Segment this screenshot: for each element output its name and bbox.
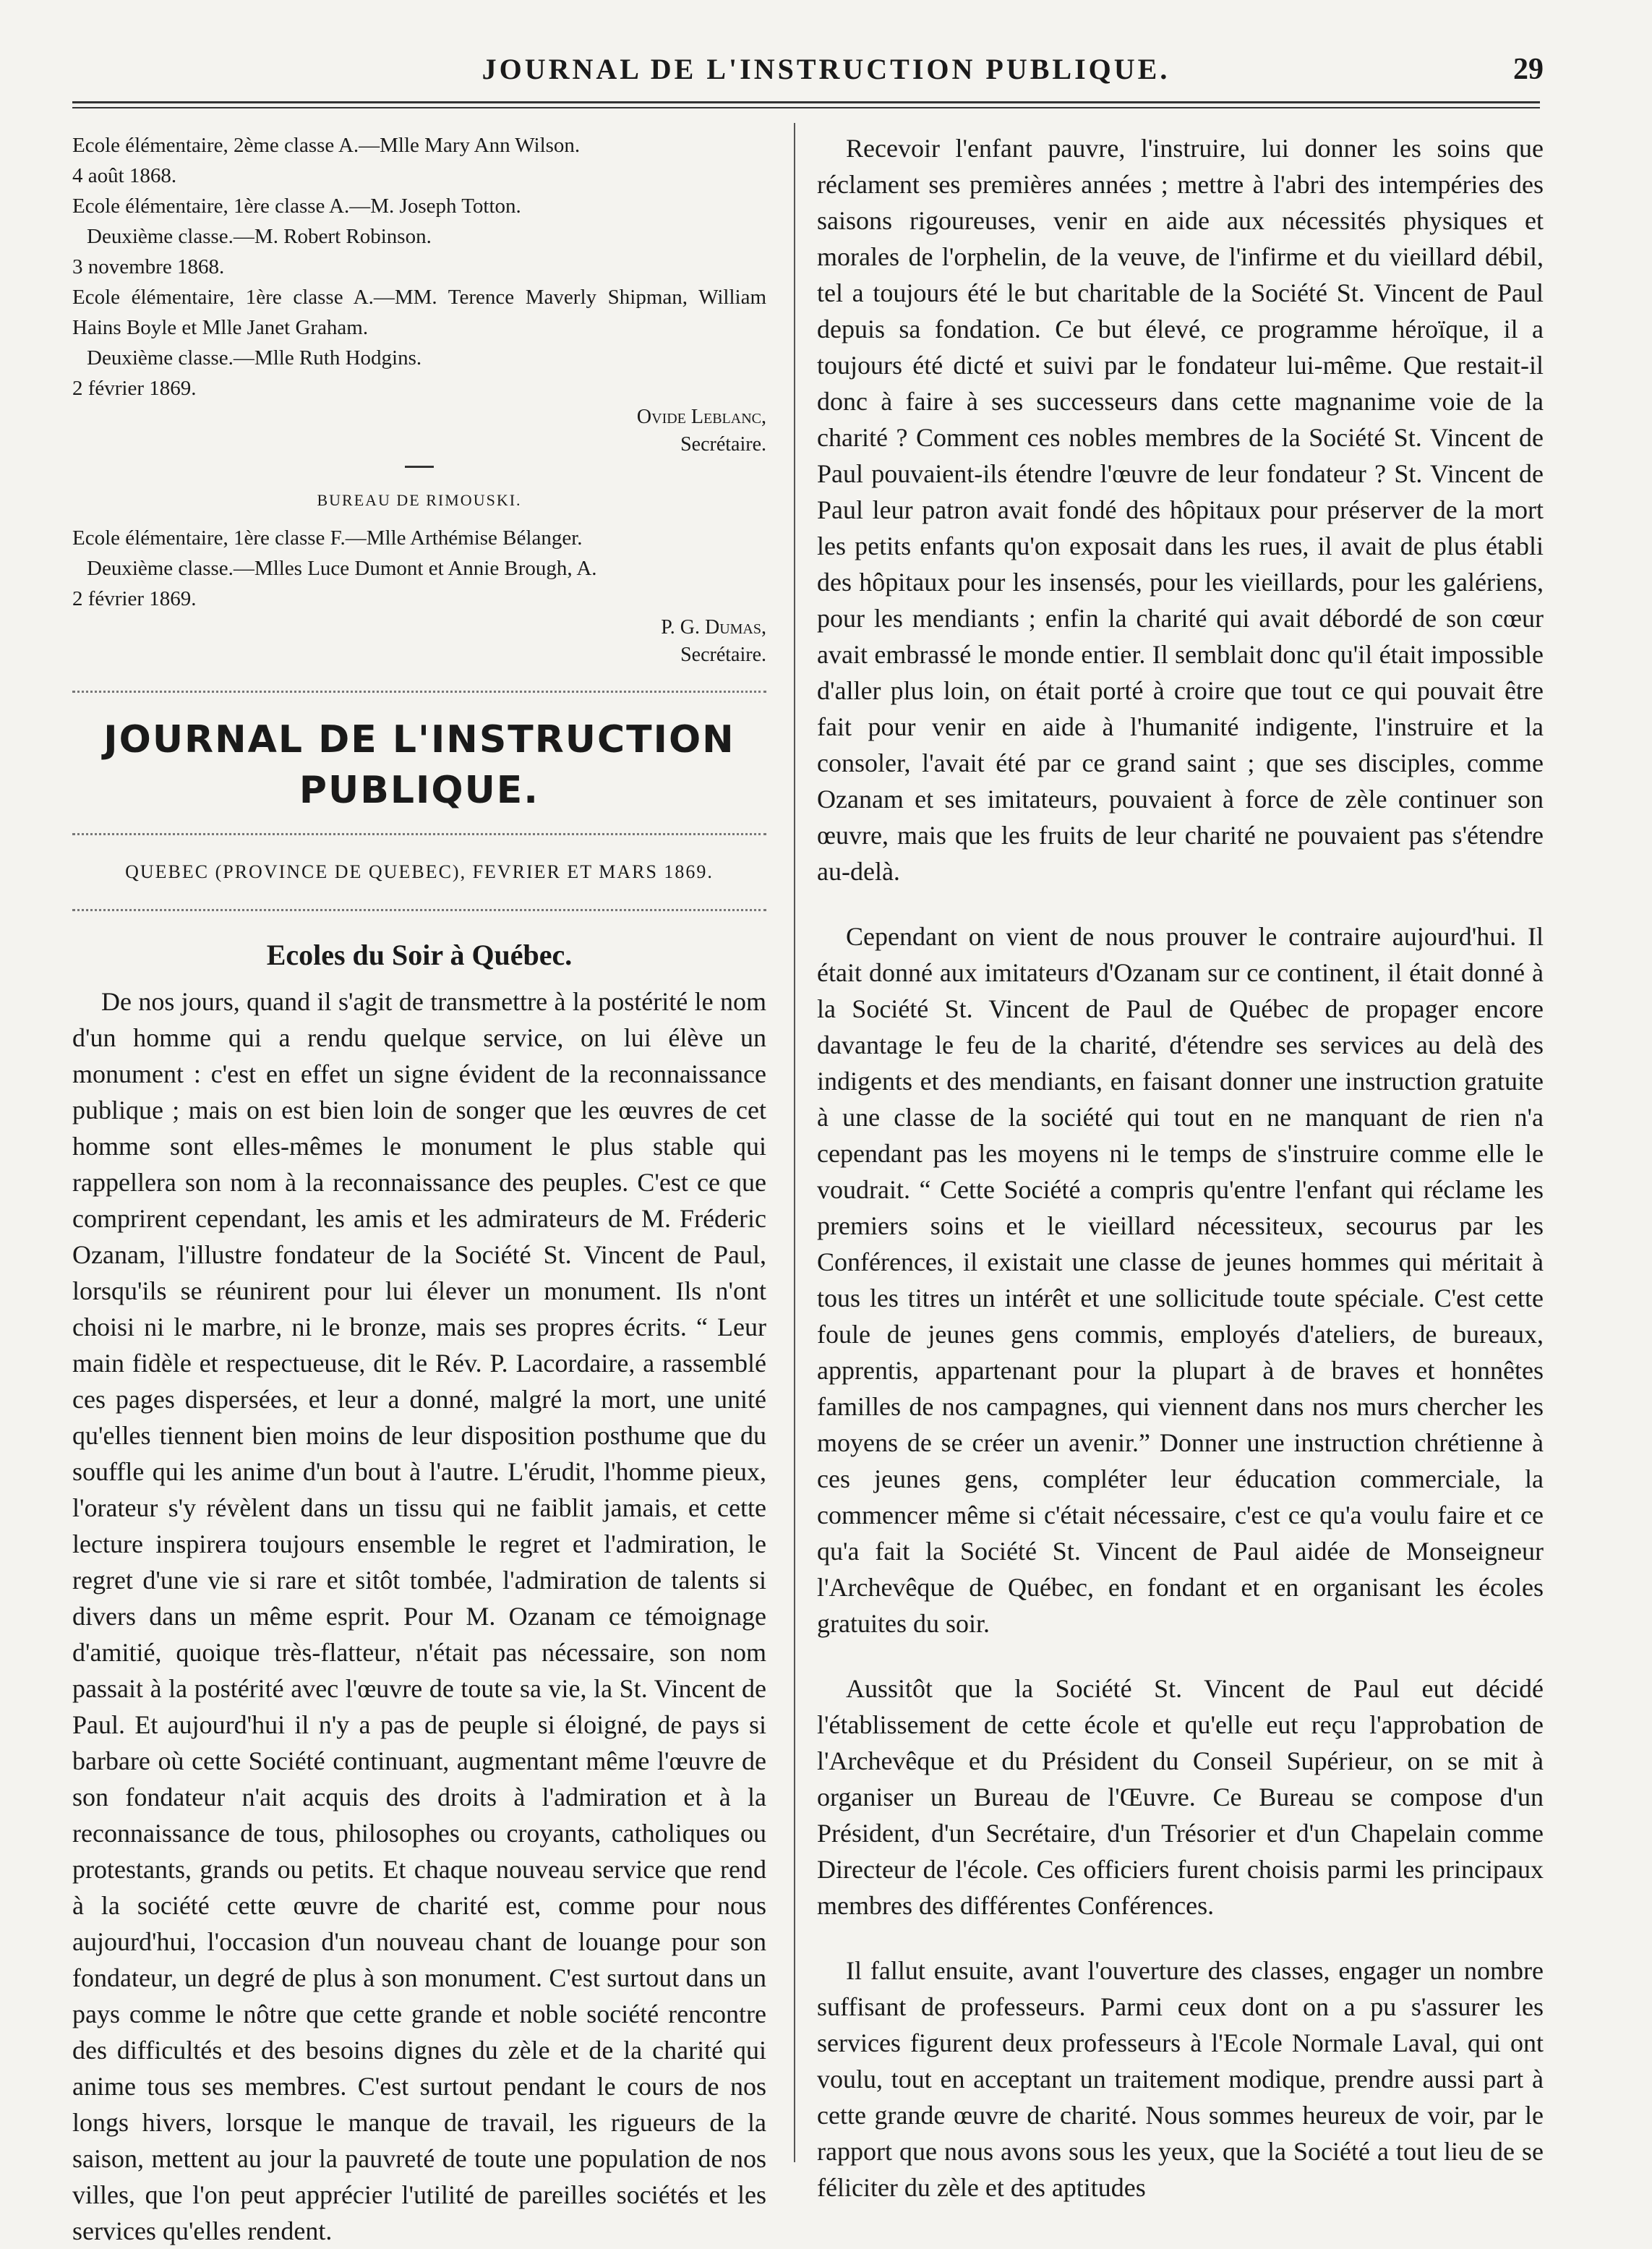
- header-rule: [72, 101, 1540, 103]
- article-paragraph: De nos jours, quand il s'agit de transmettre à la postérité le nom d'un homme qui a rendu quelque service, on lui élève un monument : c'est en effet un signe évident de la reconnaissance publique ; mais on est bien loin de songer que les œuvres de cet homme sont elles-mêmes le monument le plus stable qui rappellera son nom à la reconnaissance des peuples. C'est ce que comprirent cependant, les amis et les admirateurs de M. Fréderic Ozanam, l'illustre fondateur de la Société St. Vincent de Paul, lorsqu'ils se réunirent pour lui élever un monument. Ils n'ont choisi ni le marbre, ni le bronze, mais ses propres écrits. “ Leur main fidèle et respectueuse, dit le Rév. P. Lacordaire, a rassemblé ces pages dispersées, et leur a donné, malgré la mort, une unité qu'elles tiennent bien moins de leur disposition posthume que du souffle qui les anime d'un bout à l'autre. L'érudit, l'homme pieux, l'orateur s'y révèlent dans un tissu qui ne faiblit jamais, et cette lecture inspirera toujours ensemble le regret et l'admiration, le regret d'une vie si rare et sitôt tombée, l'admiration de talents si divers dans un même esprit. Pour M. Ozanam ce témoignage d'amitié, quoique très-flatteur, n'était pas nécessaire, son nom passait à la postérité avec l'œuvre de toute sa vie, la St. Vincent de Paul. Et aujourd'hui il n'y a pas de peuple si éloigné, de pays si barbare où cette Société continuant, augmentant même l'œuvre de son fondateur n'ait acquis des droits à l'admiration et à la reconnaissance de tous, philosophes ou croyants, catholiques ou protestants, grands ou petits. Et chaque nouveau service que rend à la société cette œuvre de charité est, comme pour nous aujourd'hui, l'occasion d'un nouveau chant de louange pour son fondateur, un degré de plus à son monument. C'est surtout dans un pays comme le nôtre que cette grande et noble société rencontre des difficultés et des besoins dignes du zèle et de la charité qui anime tous ses membres. C'est surtout pendant le cours de nos longs hivers, lorsque le manque de travail, les rigueurs de la saison, mettent au jour la pauvreté de toute une population de nos villes, que l'on peut apprécier l'utilité de pareilles sociétés et les services qu'elles rendent.: [72, 987, 766, 2245]
- article-paragraph: Recevoir l'enfant pauvre, l'instruire, lui donner les soins que réclament ses premières années ; mettre à l'abri des intempéries des saisons rigoureuses, venir en aide aux nécessités physiques et morales de l'orphelin, de la veuve, de l'infirme et du vieillard débil, tel a toujours été le but charitable de la Société St. Vincent de Paul depuis sa fondation. Ce but élevé, ce programme héroïque, il a toujours été dicté et suivi par le fondateur lui-même. Que restait-il donc à faire à ses successeurs dans cette magnanime voie de la charité ? Comment ces nobles membres de la Société St. Vincent de Paul pouvaient-ils étendre l'œuvre de leur fondateur ? St. Vincent de Paul leur patron avait fondé des hôpitaux pour préserver de la mort les petits enfants qu'on exposait dans les rues, il avait de plus établi des hôpitaux pour les insensés, pour les vieillards, pour les galériens, pour les mendiants ; enfin la charité qui avait débordé de son cœur avait embrassé le monde entier. Il semblait donc qu'il était impossible d'aller plus loin, on était porté à croire que tout ce qui pouvait être fait pour venir en aide à l'humanité indigente, l'instruire et la consoler, l'avait été par ce grand saint ; que ses disciples, comme Ozanam et ses imitateurs, pouvaient à force de zèle continuer son œuvre, mais que les fruits de leur charité ne pouvaient pas s'étendre au-delà.: [817, 134, 1544, 886]
- page-number: 29: [1513, 53, 1544, 86]
- dotted-separator: [72, 909, 766, 911]
- dotted-separator: [72, 833, 766, 835]
- short-separator: [405, 466, 434, 468]
- signature-title: Secrétaire.: [680, 644, 766, 666]
- appointments-list-1: [72, 130, 766, 404]
- signature-1: [72, 404, 766, 458]
- appointment-line: Ecole élémentaire, 1ère classe A.—MM. Terence Maverly Shipman, William Hains Boyle et Mlle Janet Graham.: [72, 286, 766, 339]
- appointment-line: Ecole élémentaire, 1ère classe A.—M. Joseph Totton.: [72, 195, 521, 218]
- left-column: [72, 130, 766, 2249]
- signature-name: P. G. Dumas,: [661, 616, 766, 639]
- appointments-list-2: [72, 523, 766, 614]
- appointment-date: 4 août 1868.: [72, 164, 177, 187]
- column-divider: [794, 123, 795, 2162]
- page-header: [0, 0, 1652, 108]
- appointment-date: 3 novembre 1868.: [72, 255, 225, 278]
- article-paragraph: Il fallut ensuite, avant l'ouverture des classes, engager un nombre suffisant de professeurs. Parmi ceux dont on a pu s'assurer les services figurent deux professeurs à l'Ecole Normale Laval, qui ont voulu, tout en acceptant un traitement modique, prendre aussi part à cette grande œuvre de charité. Nous sommes heureux de voir, par le rapport que nous avons sous les yeux, que la Société a tout lieu de se féliciter du zèle et des aptitudes: [817, 1956, 1544, 2202]
- appointment-line: Deuxième classe.—Mlles Luce Dumont et Annie Brough, A.: [87, 557, 597, 580]
- signature-2: [72, 614, 766, 669]
- section-title: Ecoles du Soir à Québec.: [266, 939, 573, 971]
- masthead: JOURNAL DE L'INSTRUCTION PUBLIQUE.: [103, 718, 735, 812]
- appointment-line: Ecole élémentaire, 2ème classe A.—Mlle Mary Ann Wilson.: [72, 134, 581, 157]
- appointment-line: Deuxième classe.—M. Robert Robinson.: [87, 225, 432, 248]
- signature-name: Ovide Leblanc,: [636, 406, 766, 428]
- appointment-date: 2 février 1869.: [72, 587, 197, 610]
- article-body: [72, 983, 766, 2249]
- header-rule-thin: [72, 107, 1540, 108]
- signature-title: Secrétaire.: [680, 433, 766, 456]
- running-title: JOURNAL DE L'INSTRUCTION PUBLIQUE.: [482, 53, 1170, 85]
- appointment-line: Deuxième classe.—Mlle Ruth Hodgins.: [87, 346, 422, 370]
- appointment-line: Ecole élémentaire, 1ère classe F.—Mlle Arthémise Bélanger.: [72, 526, 583, 550]
- right-column: [817, 130, 1544, 2235]
- dateline: QUEBEC (PROVINCE DE QUEBEC), FEVRIER ET MARS 1869.: [125, 861, 714, 882]
- article-paragraph: Aussitôt que la Société St. Vincent de Paul eut décidé l'établissement de cette école et qu'elle eut reçu l'approbation de l'Archevêque et du Président du Conseil Supérieur, on se mit à organiser un Bureau de l'Œuvre. Ce Bureau se compose d'un Président, d'un Secrétaire, d'un Trésorier et d'un Chapelain comme Directeur de l'école. Ces officiers furent choisis parmi les principaux membres des différentes Conférences.: [817, 1674, 1544, 1920]
- dotted-separator: [72, 691, 766, 693]
- bureau-heading: BUREAU DE RIMOUSKI.: [317, 491, 522, 509]
- appointment-date: 2 février 1869.: [72, 377, 197, 400]
- article-paragraph: Cependant on vient de nous prouver le contraire aujourd'hui. Il était donné aux imitateurs d'Ozanam sur ce continent, il était donné à la Société St. Vincent de Paul de Québec de propager encore davantage le feu de la charité, d'étendre ses services au delà des indigents et des mendiants, en faisant donner une instruction gratuite à une classe de la société qui tout en ne manquant de rien n'a cependant pas les moyens ni le temps de s'instruire comme elle le voudrait. “ Cette Société a compris qu'entre l'enfant qui réclame les premiers soins et le vieillard nécessiteux, secourus par les Conférences, il existait une classe de jeunes hommes qui méritait à tous les titres un intérêt et une sollicitude toute spéciale. C'est cette foule de jeunes gens commis, employés d'ateliers, de bureaux, apprentis, appartenant pour la plupart à de braves et honnêtes familles de nos campagnes, qui viennent dans nos murs chercher les moyens de se créer un avenir.” Donner une instruction chrétienne à ces jeunes gens, compléter leur éducation commerciale, la commencer même si c'était nécessaire, c'est ce qu'a voulu faire et ce qu'a fait la Société St. Vincent de Paul aidée de Monseigneur l'Archevêque de Québec, en fondant et en organisant les écoles gratuites du soir.: [817, 922, 1544, 1638]
